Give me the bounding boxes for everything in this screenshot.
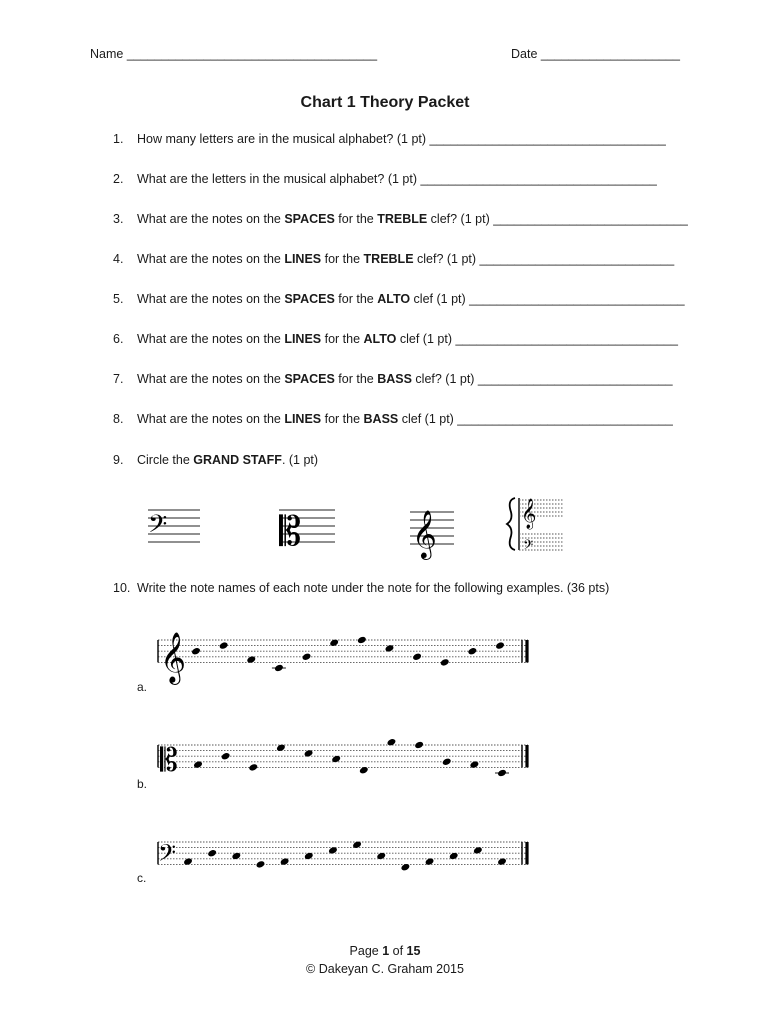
question-5 bbox=[113, 292, 685, 306]
question-text: . (1 pt) bbox=[281, 453, 319, 467]
question-6 bbox=[113, 332, 678, 346]
question-keyword: GRAND STAFF bbox=[193, 453, 282, 467]
question-keyword: ALTO bbox=[377, 292, 411, 306]
bass-clef-icon: 𝄢 bbox=[523, 537, 534, 556]
question-text: What are the notes on the bbox=[137, 412, 285, 426]
question-text: clef (1 pt) ________________________________ bbox=[396, 332, 678, 346]
example-b-staff bbox=[150, 725, 535, 785]
question-8 bbox=[113, 412, 673, 426]
alto-clef-icon: 𝄡 bbox=[160, 741, 178, 779]
note-head bbox=[414, 741, 424, 750]
question-keyword: LINES bbox=[284, 252, 322, 266]
question-number: 5. bbox=[113, 292, 124, 306]
example-c-staff bbox=[150, 822, 535, 882]
note-head bbox=[386, 738, 396, 747]
note-head bbox=[412, 652, 422, 661]
question-10 bbox=[113, 581, 609, 595]
question-keyword: BASS bbox=[363, 412, 399, 426]
question-keyword: BASS bbox=[377, 372, 412, 386]
question-text: for the bbox=[334, 212, 378, 226]
question-text: Circle the bbox=[137, 453, 194, 467]
question-text: How many letters are in the musical alphabet? (1 pt) __________________________________ bbox=[137, 132, 666, 146]
question-number: 6. bbox=[113, 332, 124, 346]
question-text: for the bbox=[334, 372, 378, 386]
note-head bbox=[357, 636, 367, 645]
question-number: 1. bbox=[113, 132, 124, 146]
page-title: Chart 1 Theory Packet bbox=[300, 94, 470, 111]
question-number: 10. bbox=[113, 581, 131, 595]
copyright: © Dakeyan C. Graham 2015 bbox=[306, 962, 464, 976]
question-text: What are the letters in the musical alphabet? (1 pt) __________________________________ bbox=[137, 172, 657, 186]
example-c-label: c. bbox=[137, 871, 147, 885]
treble-clef-icon: 𝄞 bbox=[160, 632, 187, 683]
question-text: for the bbox=[321, 332, 364, 346]
question-9 bbox=[113, 453, 318, 467]
bass-staff-choice[interactable] bbox=[146, 498, 202, 548]
note-head bbox=[302, 652, 312, 661]
note-head bbox=[442, 757, 452, 766]
note-head bbox=[219, 641, 229, 650]
note-head bbox=[248, 763, 258, 772]
grand-staff-choice[interactable] bbox=[505, 492, 567, 556]
question-keyword: SPACES bbox=[284, 292, 335, 306]
question-keyword: TREBLE bbox=[363, 252, 414, 266]
note-head bbox=[221, 752, 231, 761]
note-head bbox=[467, 647, 477, 656]
question-text: Write the note names of each note under the note for the following examples. (36 pts) bbox=[137, 581, 610, 595]
brace-icon bbox=[507, 498, 515, 550]
question-2 bbox=[113, 172, 657, 186]
treble-clef-icon: 𝄞 bbox=[412, 509, 437, 558]
question-text: for the bbox=[334, 292, 378, 306]
question-number: 2. bbox=[113, 172, 124, 186]
question-number: 3. bbox=[113, 212, 124, 226]
question-text: clef (1 pt) _______________________________ bbox=[410, 292, 685, 306]
note-head bbox=[207, 849, 217, 858]
question-text: clef? (1 pt) ____________________________ bbox=[427, 212, 688, 226]
alto-clef-icon: 𝄡 bbox=[279, 509, 302, 555]
question-text: clef? (1 pt) ____________________________ bbox=[411, 372, 673, 386]
bass-clef-icon: 𝄢 bbox=[148, 510, 168, 545]
question-text: What are the notes on the bbox=[137, 212, 285, 226]
page-number: Page 1 of 15 bbox=[349, 944, 421, 958]
question-number: 7. bbox=[113, 372, 124, 386]
question-1 bbox=[113, 132, 666, 146]
example-a-label: a. bbox=[137, 680, 148, 694]
question-3 bbox=[113, 212, 688, 226]
question-text: for the bbox=[321, 412, 364, 426]
question-text: What are the notes on the bbox=[137, 372, 285, 386]
example-b-label: b. bbox=[137, 777, 148, 791]
note-head bbox=[255, 860, 265, 869]
bass-clef-icon: 𝄢 bbox=[158, 839, 177, 872]
question-text: What are the notes on the bbox=[137, 252, 285, 266]
name-field[interactable]: Name ____________________________________ bbox=[90, 47, 378, 61]
question-keyword: SPACES bbox=[284, 372, 335, 386]
question-4 bbox=[113, 252, 674, 266]
note-head bbox=[329, 638, 339, 647]
question-number: 4. bbox=[113, 252, 124, 266]
question-text: What are the notes on the bbox=[137, 292, 285, 306]
question-keyword: SPACES bbox=[284, 212, 335, 226]
alto-staff-choice[interactable] bbox=[277, 498, 337, 555]
question-text: clef (1 pt) _______________________________ bbox=[398, 412, 673, 426]
question-keyword: LINES bbox=[284, 332, 322, 346]
treble-staff-choice[interactable] bbox=[408, 498, 456, 556]
question-number: 8. bbox=[113, 412, 124, 426]
question-text: clef? (1 pt) ____________________________ bbox=[413, 252, 675, 266]
question-7 bbox=[113, 372, 673, 386]
example-a-staff bbox=[150, 620, 535, 685]
note-head bbox=[495, 641, 505, 650]
question-text: for the bbox=[321, 252, 364, 266]
date-field[interactable]: Date ____________________ bbox=[511, 47, 680, 61]
question-keyword: LINES bbox=[284, 412, 322, 426]
question-keyword: ALTO bbox=[363, 332, 397, 346]
question-keyword: TREBLE bbox=[377, 212, 428, 226]
question-text: What are the notes on the bbox=[137, 332, 285, 346]
treble-clef-icon: 𝄞 bbox=[521, 499, 537, 529]
question-number: 9. bbox=[113, 453, 124, 467]
note-head bbox=[191, 647, 201, 656]
note-head bbox=[440, 658, 450, 667]
